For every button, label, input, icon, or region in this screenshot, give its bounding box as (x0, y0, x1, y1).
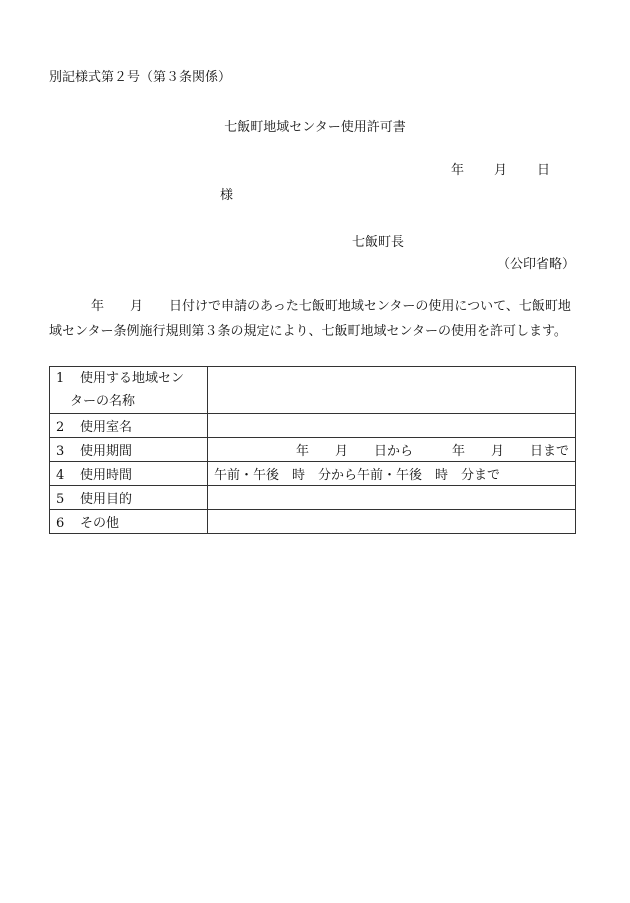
issue-date-line (451, 159, 550, 178)
row-label-text: その他 (80, 516, 120, 531)
row-value: 午前・午後 時 分から午前・午後 時 分まで (208, 462, 576, 486)
row-label-text: 使用する地域セン (80, 371, 185, 386)
row-label (50, 462, 208, 486)
table-row (50, 367, 576, 414)
table-row (50, 438, 576, 462)
date-year: 年 (451, 163, 465, 178)
table-row (50, 414, 576, 438)
row-value (208, 367, 576, 414)
row-value (208, 486, 576, 510)
row-label (50, 414, 208, 438)
row-number: 3 (56, 444, 65, 459)
addressee-suffix: 様 (220, 188, 234, 203)
row-number: 1 (56, 371, 65, 386)
row-label (50, 438, 208, 462)
table-row (50, 462, 576, 486)
row-label-text: 使用目的 (80, 492, 133, 507)
row-value (208, 414, 576, 438)
date-day: 日 (537, 163, 551, 178)
seal-omitted-note: （公印省略） (496, 257, 575, 272)
issuer-name: 七飯町長 (352, 235, 405, 250)
row-value: 年 月 日から 年 月 日まで (208, 438, 576, 462)
form-number-label: 別記様式第２号（第３条関係） (49, 70, 232, 85)
row-label-text: 使用室名 (80, 420, 133, 435)
row-label (50, 486, 208, 510)
row-value (208, 510, 576, 534)
row-label (50, 367, 208, 414)
date-month: 月 (494, 163, 508, 178)
row-number: 6 (56, 516, 65, 531)
row-number: 4 (56, 468, 65, 483)
row-label (50, 510, 208, 534)
row-label-text: ターの名称 (70, 394, 136, 409)
row-number: 2 (56, 420, 65, 435)
document-title: 七飯町地域センター使用許可書 (224, 120, 406, 135)
row-label-text: 使用期間 (80, 444, 133, 459)
permission-body-text: 年 月 日付けで申請のあった七飯町地域センターの使用について、七飯町地域センター条例施行規則第３条の規定により、七飯町地域センターの使用を許可します。 (49, 299, 571, 339)
table-row (50, 510, 576, 534)
usage-details-table (49, 366, 576, 534)
row-number: 5 (56, 492, 65, 507)
row-label-text: 使用時間 (80, 468, 133, 483)
table-row (50, 486, 576, 510)
